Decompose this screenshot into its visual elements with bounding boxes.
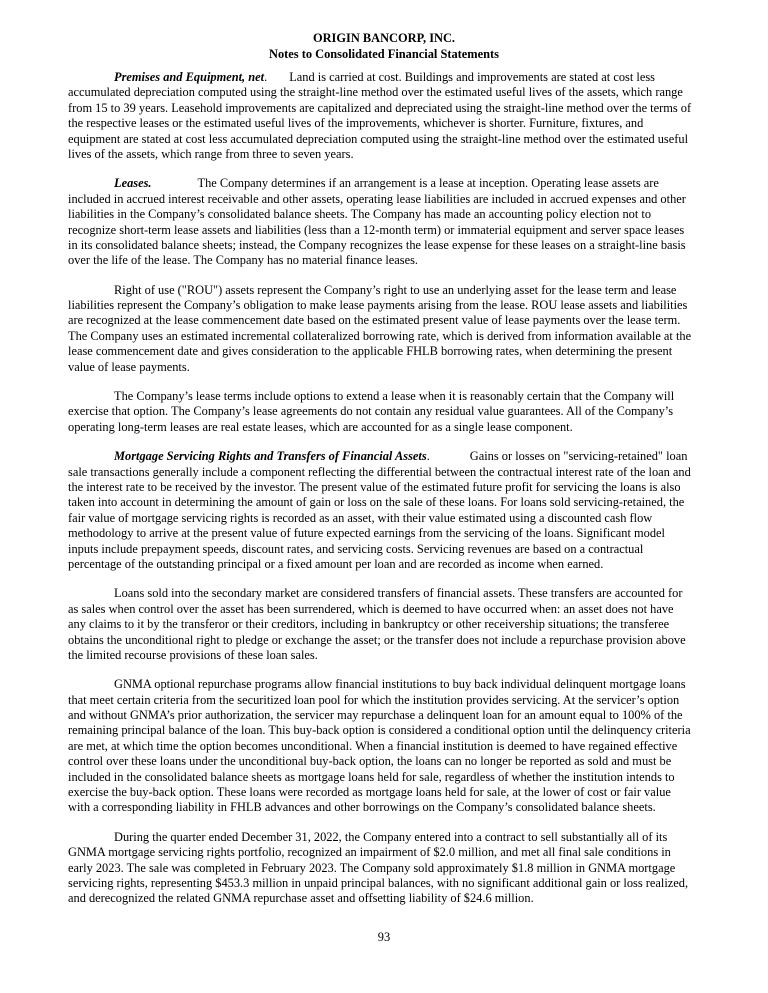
text-line xyxy=(68,617,728,632)
text-line xyxy=(68,739,728,754)
line-text: included in the consolidated balance sheets as mortgage loans held for sale, regardless of whether the institution intends to xyxy=(68,769,675,784)
line-text: During the quarter ended December 31, 2022, the Company entered into a contract to sell substantially all of its xyxy=(114,829,668,844)
text-line xyxy=(68,85,728,100)
text-line xyxy=(68,602,728,617)
line-text: included in accrued interest receivable and other assets, operating lease liabilities are included in accrued expenses and other xyxy=(68,191,686,206)
text-line xyxy=(68,313,728,328)
line-text: Gains or losses on "servicing-retained" loan xyxy=(469,449,688,464)
line-text: the respective leases or the estimated useful lives of the improvements, whichever is shorter. Furniture, fixtures, and xyxy=(68,116,644,131)
line-text: The Company’s lease terms include options to extend a lease when it is reasonably certain that the Company will xyxy=(114,389,675,404)
text-line xyxy=(68,557,728,572)
line-text: The Company determines if an arrangement is a lease at inception. Operating lease assets are xyxy=(197,176,659,191)
text-line xyxy=(68,420,728,435)
line-text: servicing rights, representing $453.3 million in unpaid principal balances, with no significant additional gain or loss realized, xyxy=(68,875,689,890)
line-text: early 2023. The sale was completed in February 2023. The Company sold approximately $1.8 million in GNMA mortgage xyxy=(68,860,676,875)
heading-punctuation: . xyxy=(264,70,268,84)
line-text: and derecognized the related GNMA repurchase asset and offsetting liability of $24.6 million. xyxy=(68,891,534,906)
text-line xyxy=(68,511,728,526)
text-line xyxy=(68,465,728,480)
paragraph xyxy=(68,677,728,816)
text-line xyxy=(68,526,728,541)
line-text: operating long-term leases are real estate leases, which are accounted for as a single lease component. xyxy=(68,419,573,434)
line-text: the limited recourse provisions of these loan sales. xyxy=(68,647,318,662)
line-text: obtains the unconditional right to pledge or exchange the asset; or the transfer does not include a repurchase provision above xyxy=(68,632,686,647)
text-line xyxy=(68,132,728,147)
text-line xyxy=(68,693,728,708)
text-line xyxy=(68,223,728,238)
line-text: from 15 to 39 years. Leasehold improvements are capitalized and depreciated using the straight-line method over the terms of xyxy=(68,100,692,115)
line-text: are met, at which time the option becomes unconditional. When a financial institution is deemed to have regained effective xyxy=(68,738,678,753)
line-text: exercise the buy-back option. These loans were recorded as mortgage loans held for sale, at the lower of cost or fair value xyxy=(68,785,671,800)
text-line xyxy=(68,648,728,663)
line-text: that meet certain criteria from the securitized loan pool for which the institution provides servicing. At the servicer’s option xyxy=(68,692,680,707)
line-text: Right of use ("ROU") assets represent the Company’s right to use an underlying asset for the lease term and lease xyxy=(114,282,677,297)
text-line xyxy=(68,207,728,222)
paragraph xyxy=(68,389,728,435)
line-text: recognize short-term lease assets and liabilities (less than a 12-month term) or immaterial equipment and server space leases xyxy=(68,222,685,237)
line-text: the interest rate to be received by the investor. The present value of the estimated future profit for servicing the loans is also xyxy=(68,479,681,494)
text-line xyxy=(68,101,728,116)
text-line xyxy=(68,845,728,860)
document-body xyxy=(68,70,728,921)
line-text: liabilities in the Company’s consolidated balance sheets. The Company has made an accounting policy election not to xyxy=(68,207,652,222)
text-line xyxy=(68,176,728,191)
text-line xyxy=(68,861,728,876)
line-text: in its consolidated balance sheets; instead, the Company recognizes the lease expense for these leases on a straight-line basis xyxy=(68,237,686,252)
line-text: control over these loans under the unconditional buy-back option, the loans can no longer be reported as sold and must be xyxy=(68,754,672,769)
text-line xyxy=(68,389,728,404)
text-line xyxy=(68,586,728,601)
line-text: percentage of the outstanding principal or a fixed amount per loan and are recorded as income when earned. xyxy=(68,556,604,571)
text-line xyxy=(68,147,728,162)
text-line xyxy=(68,770,728,785)
line-text: and without GNMA’s prior authorization, the servicer may repurchase a delinquent loan for an amount equal to 100% of the xyxy=(68,708,683,723)
text-line xyxy=(68,116,728,131)
text-line xyxy=(68,238,728,253)
text-line xyxy=(68,298,728,313)
line-text: any claims to it by the transferor or their creditors, including in bankruptcy or other receivership situations; the transferee xyxy=(68,617,670,632)
line-text: over the life of the lease. The Company has no material finance leases. xyxy=(68,253,419,268)
line-text: lives of the assets, which range from three to seven years. xyxy=(68,146,354,161)
text-line xyxy=(68,449,728,464)
page-number: 93 xyxy=(377,930,391,944)
line-text: liabilities represent the Company’s obligation to make lease payments arising from the lease. ROU lease assets and liabilities xyxy=(68,298,688,313)
paragraph xyxy=(68,449,728,572)
line-text: inputs include prepayment speeds, discount rates, and servicing costs. Servicing revenues are based on a contractual xyxy=(68,541,644,556)
text-line xyxy=(68,754,728,769)
line-text: with a corresponding liability in FHLB advances and other borrowings on the Company’s consolidated balance sheets. xyxy=(68,800,656,815)
text-line xyxy=(68,253,728,268)
line-text: Loans sold into the secondary market are considered transfers of financial assets. These transfers are accounted for xyxy=(114,586,683,601)
text-line xyxy=(68,677,728,692)
paragraph xyxy=(68,830,728,907)
text-line xyxy=(68,830,728,845)
line-text: accumulated depreciation computed using the straight-line method over the estimated useful lives of the assets, which range xyxy=(68,85,683,100)
line-text: sale transactions generally include a component reflecting the differential between the contractual interest rate of the loan and xyxy=(68,464,691,479)
text-line xyxy=(68,723,728,738)
section-heading: Mortgage Servicing Rights and Transfers of Financial Assets xyxy=(114,449,427,464)
heading-punctuation: . xyxy=(426,449,430,464)
section-heading: Premises and Equipment, net xyxy=(114,70,265,84)
line-text: exercise that option. The Company’s lease agreements do not contain any residual value guarantees. All of the Company’s xyxy=(68,404,674,419)
text-line xyxy=(68,404,728,419)
line-text: fair value of mortgage servicing rights is recorded as an asset, with their value estimated using a discounted cash flow xyxy=(68,510,653,525)
line-text: GNMA mortgage servicing rights portfolio, recognized an impairment of $2.0 million, and met all final sale conditions in xyxy=(68,845,671,860)
company-name: ORIGIN BANCORP, INC. xyxy=(312,31,456,45)
line-text: lease commencement date and gives consideration to the applicable FHLB borrowing rates, when determining the present xyxy=(68,344,673,359)
text-line xyxy=(68,891,728,906)
paragraph xyxy=(68,586,728,663)
line-text: remaining principal balance of the loan. This buy-back option is considered a conditional option until the delinquency criteria xyxy=(68,723,691,738)
line-text: taken into account in determining the amount of gain or loss on the sale of these loans. For loans sold servicing-retained, the xyxy=(68,495,685,510)
line-text: are recognized at the lease commencement date based on the estimated present value of lease payments over the lease term. xyxy=(68,313,681,328)
text-line xyxy=(68,70,728,85)
document-subtitle: Notes to Consolidated Financial Statements xyxy=(269,46,499,61)
text-line xyxy=(68,480,728,495)
text-line xyxy=(68,360,728,375)
text-line xyxy=(68,800,728,815)
paragraph xyxy=(68,70,728,162)
text-line xyxy=(68,192,728,207)
paragraph xyxy=(68,283,728,375)
line-text: Land is carried at cost. Buildings and improvements are stated at cost less xyxy=(289,70,655,84)
line-text: equipment are stated at cost less accumulated depreciation computed using the straight-line method over the estimated useful xyxy=(68,131,689,146)
line-text: methodology to arrive at the present value of future expected earnings from the servicing of the loans. Significant model xyxy=(68,526,665,541)
text-line xyxy=(68,708,728,723)
section-heading: Leases. xyxy=(114,176,152,191)
line-text: The Company uses an estimated incremental collateralized borrowing rate, which is derived from information available at the xyxy=(68,328,692,343)
document-header xyxy=(0,31,768,62)
text-line xyxy=(68,329,728,344)
text-line xyxy=(68,542,728,557)
text-line xyxy=(68,344,728,359)
line-text: as sales when control over the asset has been surrendered, which is deemed to have occurred when: an asset does not have xyxy=(68,601,674,616)
text-line xyxy=(68,495,728,510)
text-line xyxy=(68,633,728,648)
text-line xyxy=(68,283,728,298)
text-line xyxy=(68,876,728,891)
line-text: value of lease payments. xyxy=(68,359,190,374)
paragraph xyxy=(68,176,728,268)
line-text: GNMA optional repurchase programs allow financial institutions to buy back individual delinquent mortgage loans xyxy=(114,677,686,692)
text-line xyxy=(68,785,728,800)
